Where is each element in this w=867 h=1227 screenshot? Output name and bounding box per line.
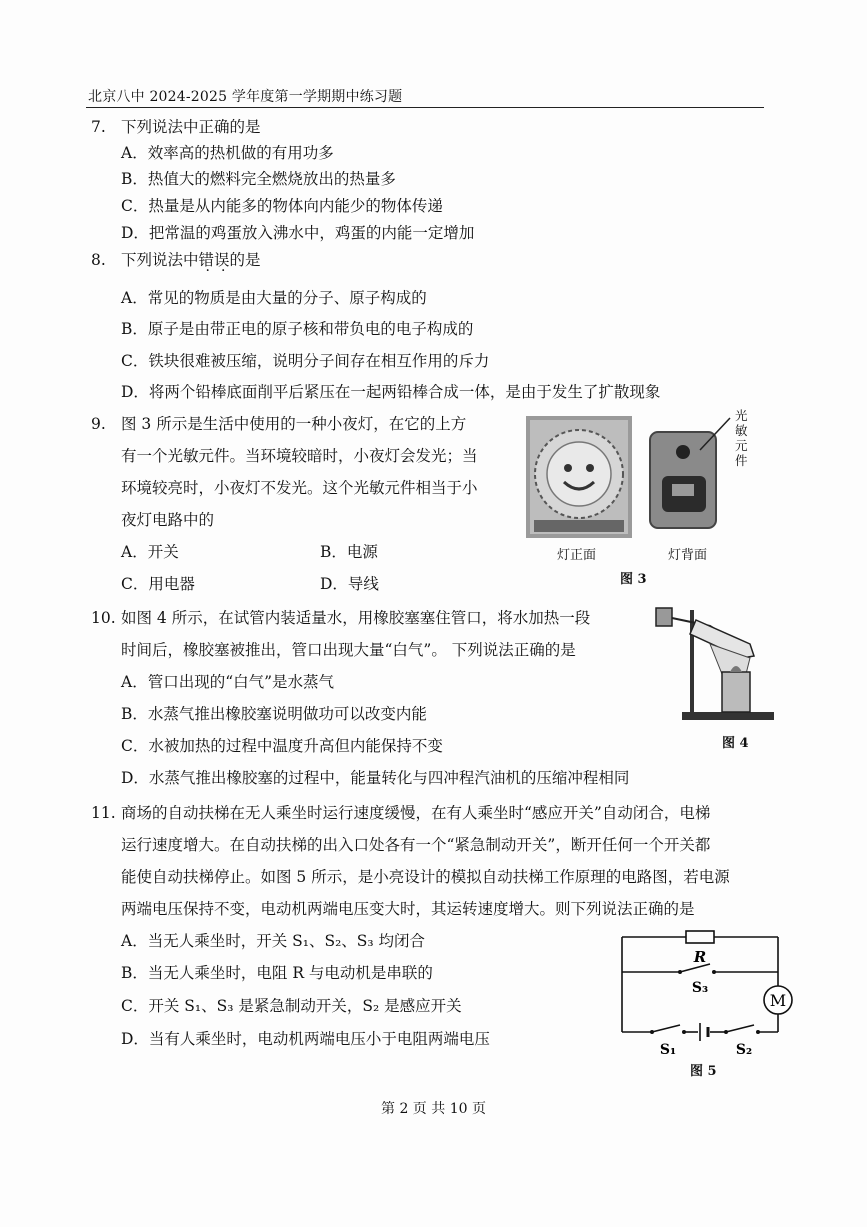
q9-number: 9. <box>91 415 106 433</box>
q8-option-a: A．常见的物质是由大量的分子、原子构成的 <box>121 289 427 307</box>
q10-option-a: A．管口出现的“白气”是水蒸气 <box>121 673 335 691</box>
q8-stem <box>121 250 261 270</box>
q8-number: 8. <box>91 251 106 269</box>
fig5-caption: 图 5 <box>690 1064 717 1079</box>
q10-stem-line-2: 时间后，橡胶塞被推出，管口出现大量“白气”。 下列说法正确的是 <box>121 641 576 659</box>
q9-stem-line-3: 环境较亮时，小夜灯不发光。这个光敏元件相当于小 <box>121 479 478 497</box>
q9-option-c: C．用电器 <box>121 575 195 593</box>
q9-stem-line-4: 夜灯电路中的 <box>121 511 215 529</box>
q7-option-c: C．热量是从内能多的物体向内能少的物体传递 <box>121 197 443 215</box>
resistor-r-symbol <box>686 931 714 943</box>
fig3-sensor-label: 光敏元件 <box>735 408 748 468</box>
q10-option-b: B．水蒸气推出橡胶塞说明做功可以改变内能 <box>121 705 427 723</box>
q11-stem-line-2: 运行速度增大。在自动扶梯的出入口处各有一个“紧急制动开关”，断开任何一个开关都 <box>121 836 711 854</box>
q7-option-b: B．热值大的燃料完全燃烧放出的热量多 <box>121 170 396 188</box>
q11-option-a: A．当无人乘坐时，开关 S₁、S₂、S₃ 均闭合 <box>121 932 426 950</box>
q10-stem-line-1: 如图 4 所示，在试管内装适量水，用橡胶塞塞住管口，将水加热一段 <box>121 609 591 627</box>
q11-stem-line-1: 商场的自动扶梯在无人乘坐时运行速度缓慢，在有人乘坐时“感应开关”自动闭合，电梯 <box>121 804 711 822</box>
q8-option-b: B．原子是由带正电的原子核和带负电的电子构成的 <box>121 320 474 338</box>
switch-s2-label: S₂ <box>735 1042 753 1058</box>
q8-emphasis-2: 误 <box>214 251 230 269</box>
q7-number: 7. <box>91 118 106 136</box>
q8-stem-post: 的是 <box>229 251 261 269</box>
q9-option-a: A．开关 <box>121 543 179 561</box>
q8-option-c: C．铁块很难被压缩，说明分子间存在相互作用的斥力 <box>121 352 490 370</box>
escalator-circuit-diagram <box>610 928 800 1058</box>
fig3-front-label: 灯正面 <box>557 548 597 563</box>
q8-stem-pre: 下列说法中 <box>121 251 199 269</box>
q9-option-d: D．导线 <box>320 575 379 593</box>
q7-option-a: A．效率高的热机做的有用功多 <box>121 144 334 162</box>
q11-option-d: D．当有人乘坐时，电动机两端电压小于电阻两端电压 <box>121 1030 490 1048</box>
sensor-pointer-line <box>694 414 734 454</box>
fig3-back-label: 灯背面 <box>668 548 708 563</box>
q10-number: 10. <box>91 609 116 627</box>
q10-option-c: C．水被加热的过程中温度升高但内能保持不变 <box>121 737 443 755</box>
fig3-caption: 图 3 <box>620 572 647 587</box>
switch-s1-label: S₁ <box>659 1042 677 1058</box>
q11-stem-line-4: 两端电压保持不变，电动机两端电压变大时，其运转速度增大。则下列说法正确的是 <box>121 900 695 918</box>
test-tube-heating-diagram <box>650 600 780 728</box>
page-footer: 第 2 页 共 10 页 <box>381 1101 486 1117</box>
q9-option-b: B．电源 <box>320 543 378 561</box>
motor-label: M <box>769 991 787 1010</box>
night-light-front-photo <box>526 416 632 538</box>
page-header: 北京八中 2024-2025 学年度第一学期期中练习题 <box>88 89 403 105</box>
q8-emphasis-1: 错 <box>198 251 215 269</box>
q7-option-d: D．把常温的鸡蛋放入沸水中，鸡蛋的内能一定增加 <box>121 224 475 242</box>
q7-stem: 下列说法中正确的是 <box>121 118 261 136</box>
q8-option-d: D．将两个铅棒底面削平后紧压在一起两铅棒合成一体，是由于发生了扩散现象 <box>121 383 661 401</box>
header-rule <box>86 107 764 108</box>
q11-option-b: B．当无人乘坐时，电阻 R 与电动机是串联的 <box>121 964 433 982</box>
q9-stem-line-2: 有一个光敏元件。当环境较暗时，小夜灯会发光；当 <box>121 447 478 465</box>
q10-option-d: D．水蒸气推出橡胶塞的过程中，能量转化与四冲程汽油机的压缩冲程相同 <box>121 769 630 787</box>
fig4-caption: 图 4 <box>722 736 749 751</box>
q11-stem-line-3: 能使自动扶梯停止。如图 5 所示，是小亮设计的模拟自动扶梯工作原理的电路图，若电源 <box>121 868 730 886</box>
switch-s3-label: S₃ <box>691 980 709 996</box>
resistor-label: R <box>693 948 707 966</box>
q11-number: 11. <box>91 804 116 822</box>
q9-stem-line-1: 图 3 所示是生活中使用的一种小夜灯，在它的上方 <box>121 415 467 433</box>
q11-option-c: C．开关 S₁、S₃ 是紧急制动开关，S₂ 是感应开关 <box>121 997 462 1015</box>
